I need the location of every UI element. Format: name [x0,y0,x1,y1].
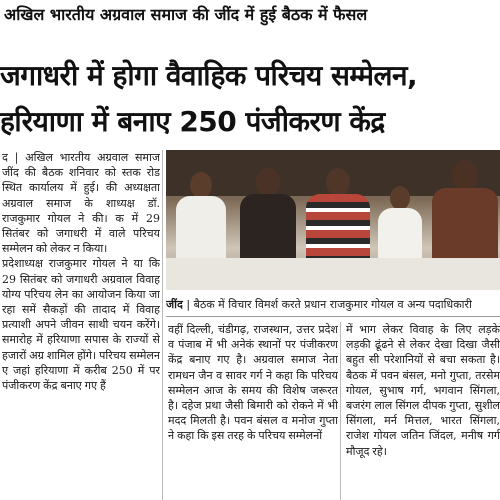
caption-place: जींद [166,298,183,311]
photo-person [432,160,498,272]
photo-person [176,172,226,272]
left-column [0,150,160,500]
headline-line-2: हरियाणा में बनाए 250 पंजीकरण केंद्र [0,105,385,138]
middle-column [166,322,338,500]
left-paragraph-1: द | अखिल भारतीय अग्रवाल समाज जींद की बैठक शनिवार को स्तक रोड स्थित कार्यालय में हुई। की अध्यक्षता अग्रवाल समाज के शाध्यक्ष डॉ. राजकुमार गोयल ने की। क में 29 सितंबर को जगाधरी में वाले परिचय सम्मेलन को लेकर न किया। [2,151,160,256]
left-paragraph-2: प्रदेशाध्यक्ष राजकुमार गोयल ने या कि 29 सितंबर को जगाधरी अग्रवाल विवाह योग्य परिचय लेन का आयोजन किया जा रहा समें सैकड़ों की तादाद में विवाह प्रत्याशी अपने जीवन साथी चयन करेंगे। समारोह में हरियाणा सपास के राज्यों से हजारों अग्र शामिल होंगे। परिचय सम्मेलन ए जहां हरियाणा में करीब 250 में पर पंजीकरण केंद्र बनाए गए हैं [2,257,160,393]
column-divider [340,322,341,500]
right-paragraph: में भाग लेकर विवाह के लिए लड़के लड़की ढूंढने से लेकर देखा दिखा जैसी बहुत सी परेशानियों से बचा सकता है। बैठक में पवन बंसल, मनो गुप्ता, तरसेम गोयल, सुभाष गर्ग, भगवान सिंगला, बजरंग लाल सिंगल दीपक गुप्ता, सुशील सिंगला, मर्न मित्तल, भारत सिंगला, राजेश गोयल जतिन जिंदल, मनीष गर्ग मौजूद रहे। [346,323,500,458]
middle-paragraph: वहीं दिल्ली, चंडीगढ़, राजस्थान, उत्तर प्रदेश व पंजाब में भी अनेकं स्थानों पर पंजीकरण केंद्र बनाए गए है। अग्रवाल समाज नेता रामधन जैन व सावर गर्ग ने कहा कि परिचय सम्मेलन आज के समय की विशेष जरूरत है। दहेज प्रथा जैसी बिमारी को रोकने में भी मदद मिलती है। पवन बंसल व मनोज गुप्ता ने कहा कि इस तरह के परिचय सम्मेलनों [168,323,338,443]
photo-person [240,168,296,272]
news-photo [166,150,500,290]
photo-person-head [256,168,280,196]
right-column [344,322,500,500]
photo-person-head [190,172,212,198]
kicker-headline: अखिल भारतीय अग्रवाल समाज की जींद में हुई बैठक में फैसल [4,5,368,24]
photo-person-head [390,186,410,210]
caption-text: बैठक में विचार विमर्श करते प्रधान राजकुमार गोयल व अन्य पदाधिकारी [193,298,472,311]
photo-person-head [326,168,350,196]
photo-caption: जींद | बैठक में विचार विमर्श करते प्रधान राजकुमार गोयल व अन्य पदाधिकारी [166,294,500,317]
headline-line-1: जगाधरी में होगा वैवाहिक परिचय सम्मेलन, [0,59,418,92]
photo-person [306,168,370,272]
photo-person-head [452,160,478,190]
photo-table [166,258,500,290]
column-divider [162,150,163,500]
